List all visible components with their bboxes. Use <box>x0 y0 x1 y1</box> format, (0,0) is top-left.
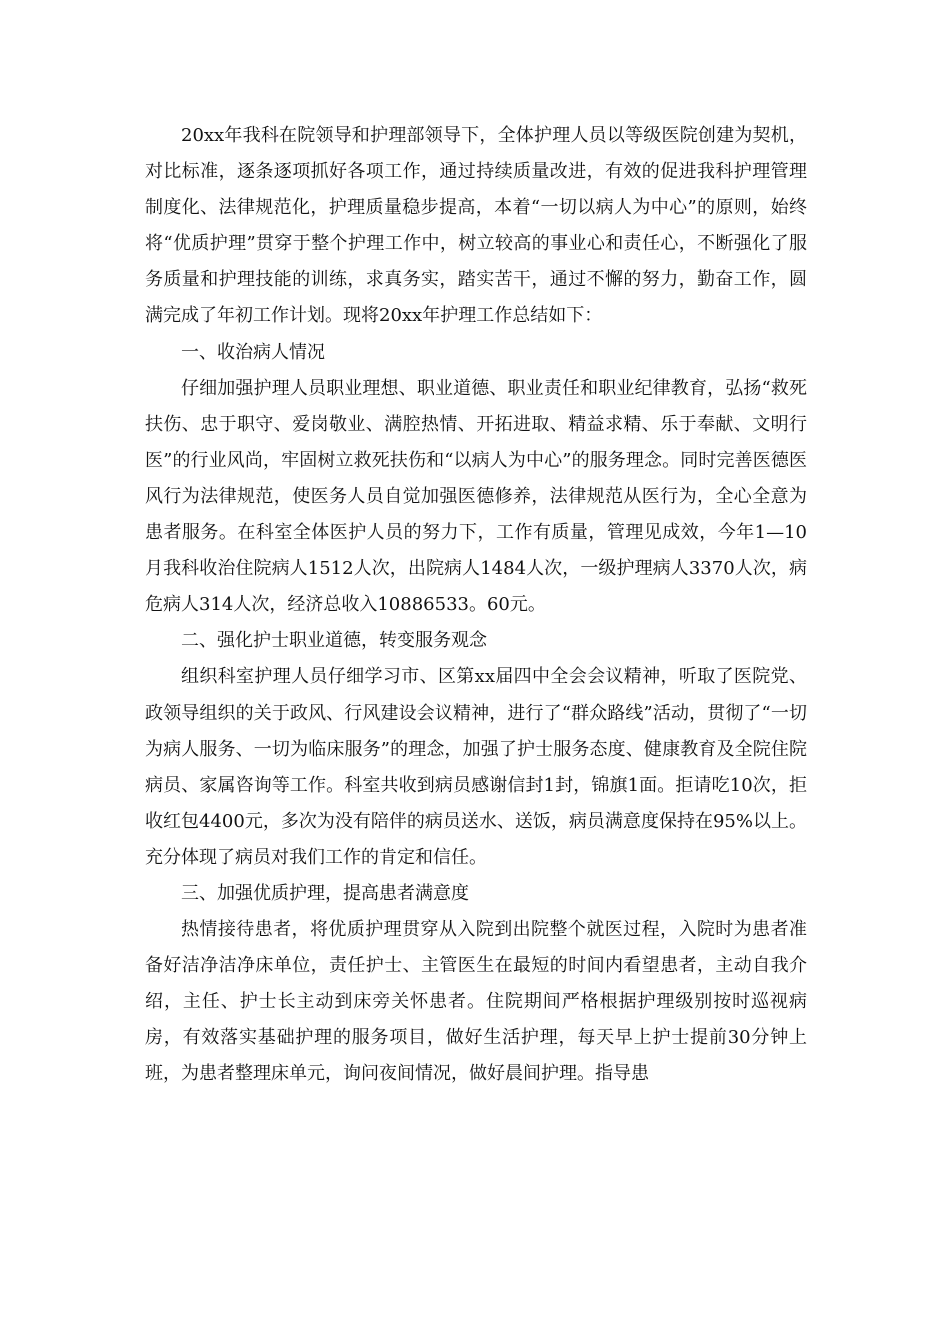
section-heading-2: 二、强化护士职业道德，转变服务观念 <box>181 630 487 652</box>
paragraph-intro: 20xx年我科在院领导和护理部领导下，全体护理人员以等级医院创建为契机，对比标准，逐条逐项抓好各项工作，通过持续质量改进，有效的促进我科护理管理制度化、法律规范化，护理质量稳步提高，本着“一切以病人为中心”的原则，始终将“优质护理”贯穿于整个护理工作中，树立较高的事业心和责任心，不断强化了服务质量和护理技能的训练，求真务实，踏实苦干，通过不懈的努力，勤奋工作，圆满完成了年初工作计划。现将20xx年护理工作总结如下： <box>145 125 807 327</box>
document-body <box>145 118 807 1093</box>
paragraph-section-3: 热情接待患者，将优质护理贯穿从入院到出院整个就医过程，入院时为患者准备好洁净洁净床单位，责任护士、主管医生在最短的时间内看望患者，主动自我介绍，主任、护士长主动到床旁关怀患者。住院期间严格根据护理级别按时巡视病房，有效落实基础护理的服务项目，做好生活护理，每天早上护士提前30分钟上班，为患者整理床单元，询问夜间情况，做好晨间护理。指导患 <box>145 919 807 1085</box>
paragraph-section-1: 仔细加强护理人员职业理想、职业道德、职业责任和职业纪律教育，弘扬“救死扶伤、忠于职守、爱岗敬业、满腔热情、开拓进取、精益求精、乐于奉献、文明行医”的行业风尚，牢固树立救死扶伤和“以病人为中心”的服务理念。同时完善医德医风行为法律规范，使医务人员自觉加强医德修养，法律规范从医行为，全心全意为患者服务。在科室全体医护人员的努力下，工作有质量，管理见成效，今年1—10月我科收治住院病人1512人次，出院病人1484人次，一级护理病人3370人次，病危病人314人次，经济总收入10886533。60元。 <box>145 377 807 616</box>
section-heading-3: 三、加强优质护理，提高患者满意度 <box>181 882 469 904</box>
paragraph-section-2: 组织科室护理人员仔细学习市、区第xx届四中全会会议精神，听取了医院党、政领导组织的关于政风、行风建设会议精神，进行了“群众路线”活动，贯彻了“一切为病人服务、一切为临床服务”的理念，加强了护士服务态度、健康教育及全院住院病员、家属咨询等工作。科室共收到病员感谢信封1封，锦旗1面。拒请吃10次，拒收红包4400元，多次为没有陪伴的病员送水、送饭，病员满意度保持在95%以上。充分体现了病员对我们工作的肯定和信任。 <box>145 666 807 868</box>
section-heading-1: 一、收治病人情况 <box>181 341 325 363</box>
